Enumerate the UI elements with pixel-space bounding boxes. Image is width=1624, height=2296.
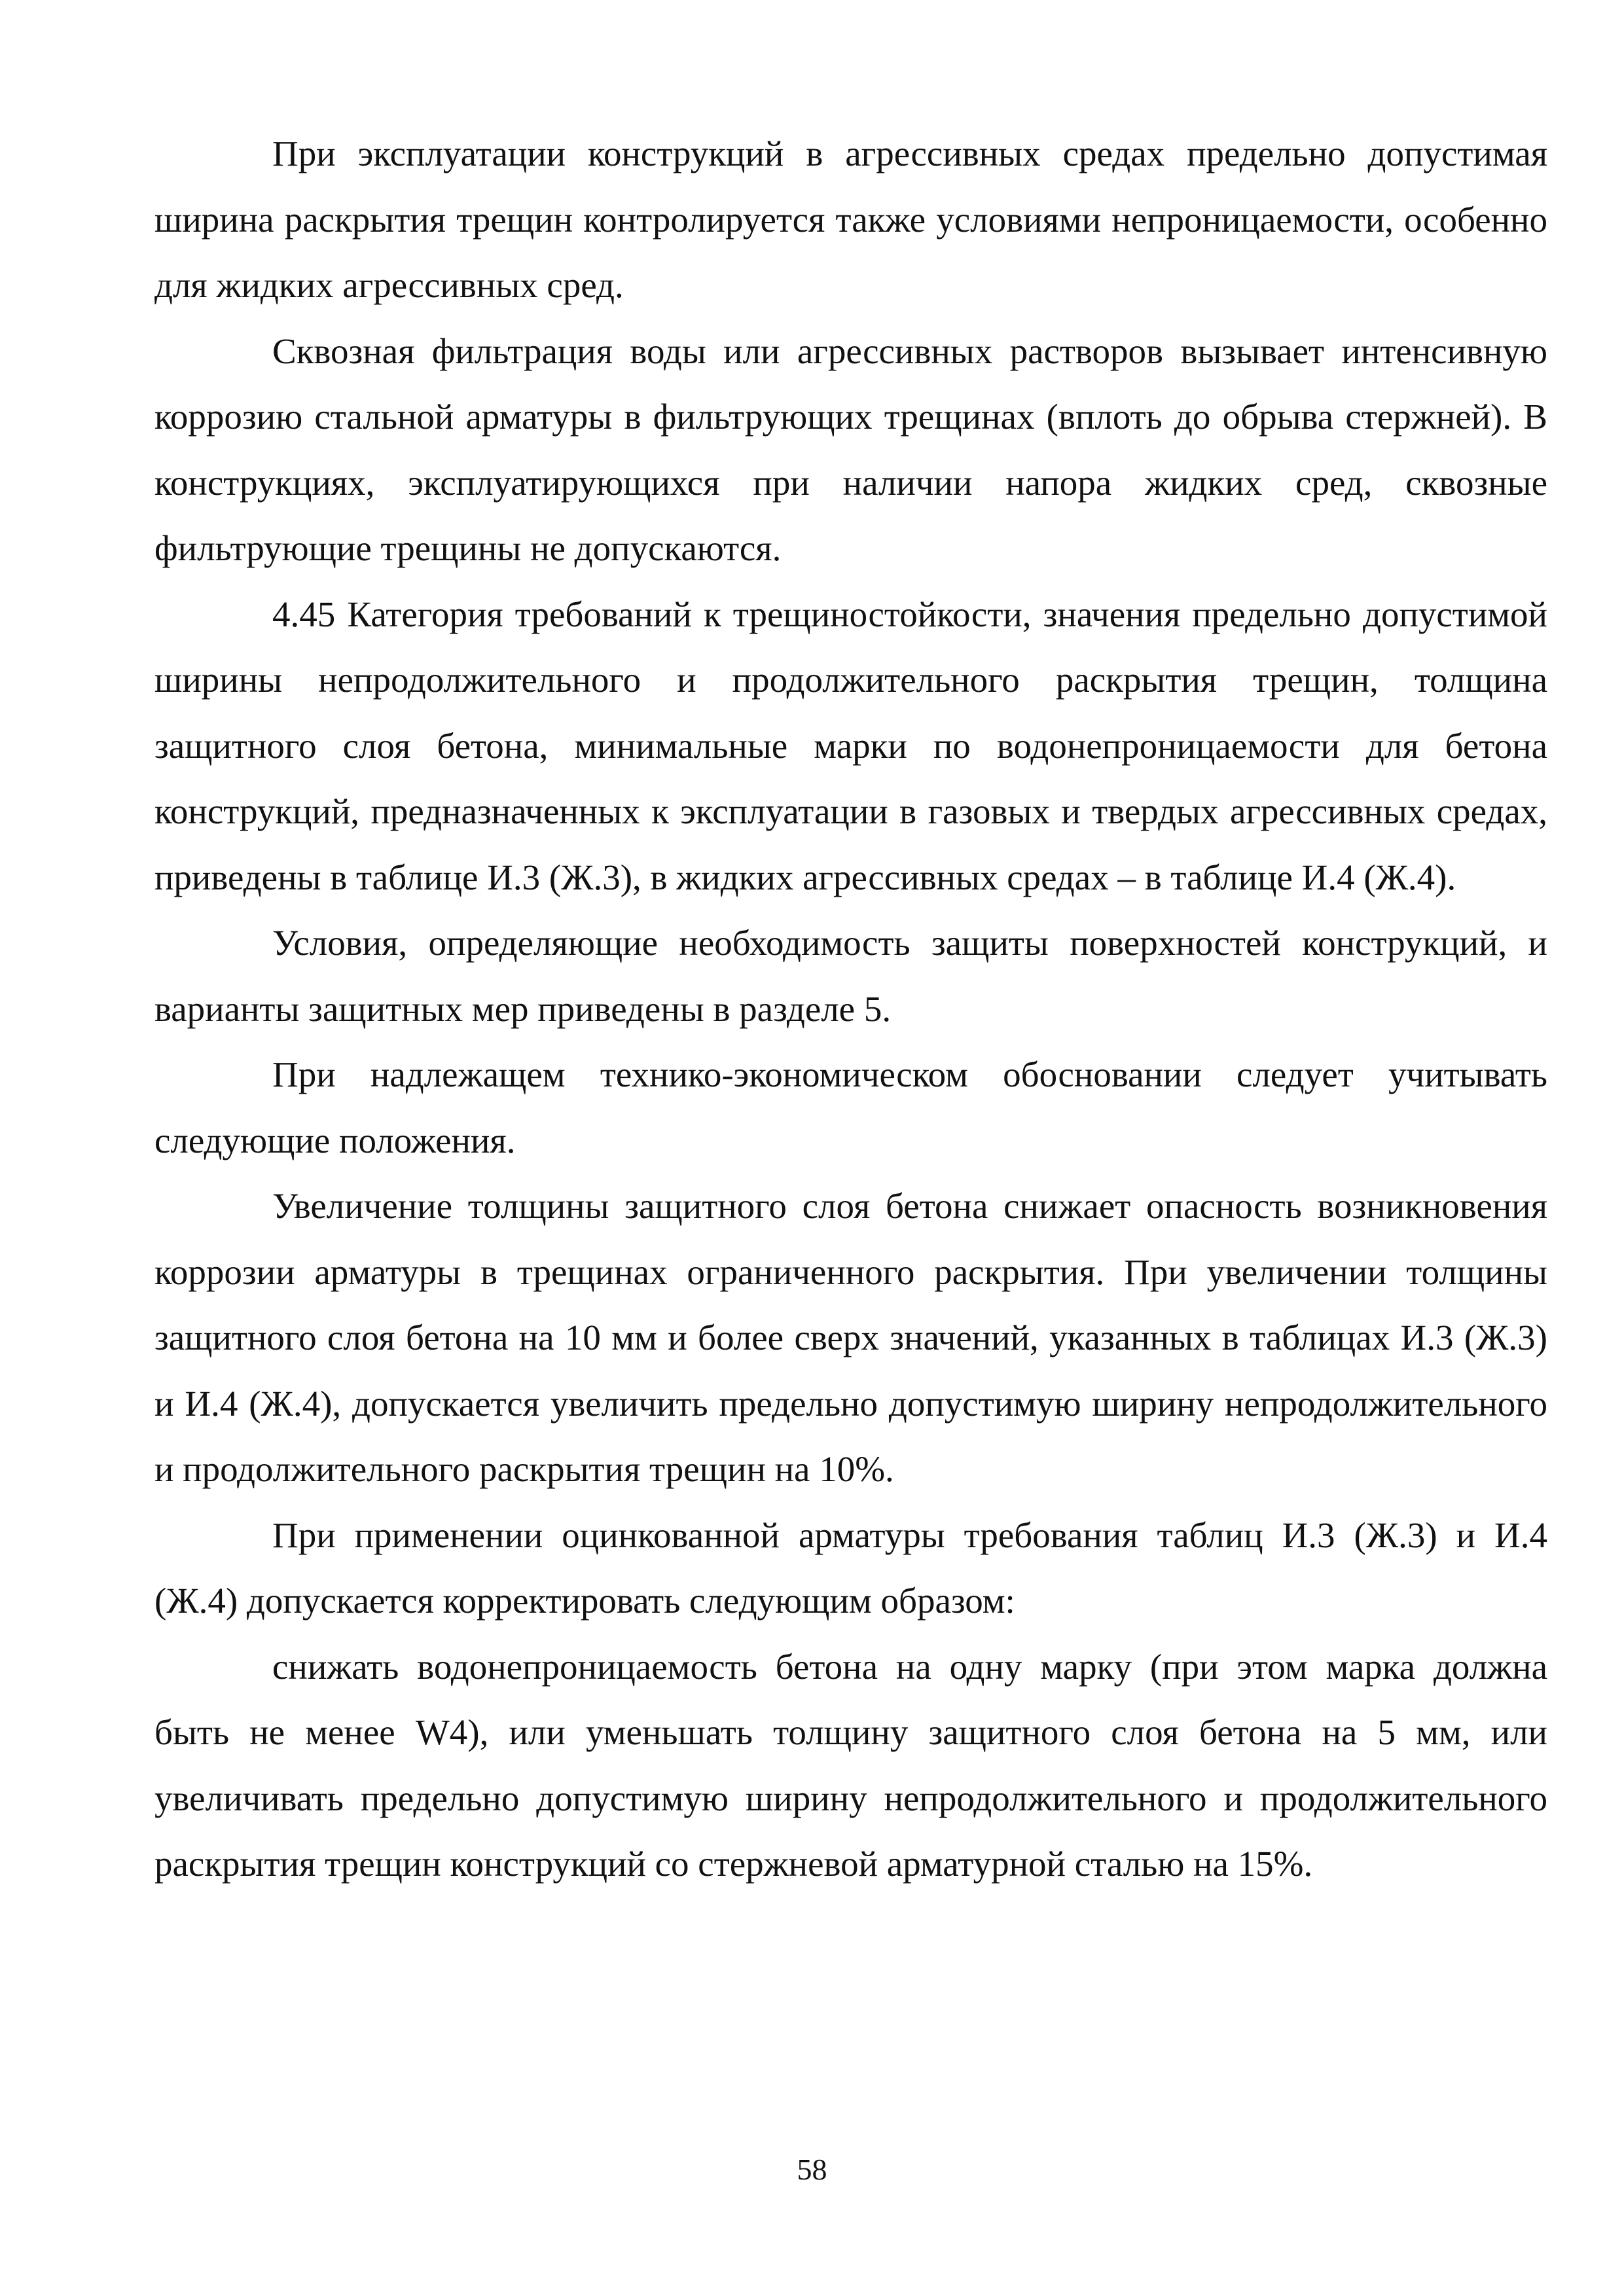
paragraph-adjustment-options: снижать водонепроницаемость бетона на одну марку (при этом марка должна быть не менее W4), или уменьшать толщину защитного слоя бетона на 5 мм, или увеличивать предельно допустимую ширину непродолжительного и продолжительного раскрытия трещин конструкций со стержневой арматурной сталью на 15%. [154, 1646, 1547, 1884]
paragraph-aggressive-media-crack-width: При эксплуатации конструкций в агрессивных средах предельно допустимая ширина раскрытия трещин контролируется также условиями непроницаемости, особенно для жидких агрессивных сред. [154, 134, 1547, 305]
paragraph-galvanized-reinforcement: При применении оцинкованной арматуры требования таблиц И.3 (Ж.3) и И.4 (Ж.4) допускается корректировать следующим образом: [154, 1515, 1547, 1621]
document-body [154, 121, 1547, 1897]
paragraph-cover-thickness-increase: Увеличение толщины защитного слоя бетона снижает опасность возникновения коррозии арматуры в трещинах ограниченного раскрытия. При увеличении толщины защитного слоя бетона на 10 мм и более сверх значений, указанных в таблицах И.3 (Ж.3) и И.4 (Ж.4), допускается увеличить предельно допустимую ширину непродолжительного и продолжительного раскрытия трещин на 10%. [154, 1186, 1547, 1489]
paragraph-4-45-crack-resistance-category: 4.45 Категория требований к трещиностойкости, значения предельно допустимой ширины непродолжительного и продолжительного раскрытия трещин, толщина защитного слоя бетона, минимальные марки по водонепроницаемости для бетона конструкций, предназначенных к эксплуатации в газовых и твердых агрессивных средах, приведены в таблице И.3 (Ж.3), в жидких агрессивных средах – в таблице И.4 (Ж.4). [154, 594, 1547, 897]
paragraph-economic-justification: При надлежащем технико-экономическом обосновании следует учитывать следующие положения. [154, 1054, 1547, 1160]
paragraph-through-filtration: Сквозная фильтрация воды или агрессивных растворов вызывает интенсивную коррозию стальной арматуры в фильтрующих трещинах (вплоть до обрыва стержней). В конструкциях, эксплуатирующихся при наличии напора жидких сред, сквозные фильтрующие трещины не допускаются. [154, 331, 1547, 568]
paragraph-surface-protection-conditions: Условия, определяющие необходимость защиты поверхностей конструкций, и варианты защитных мер приведены в разделе 5. [154, 923, 1547, 1029]
page-number: 58 [797, 2153, 827, 2186]
